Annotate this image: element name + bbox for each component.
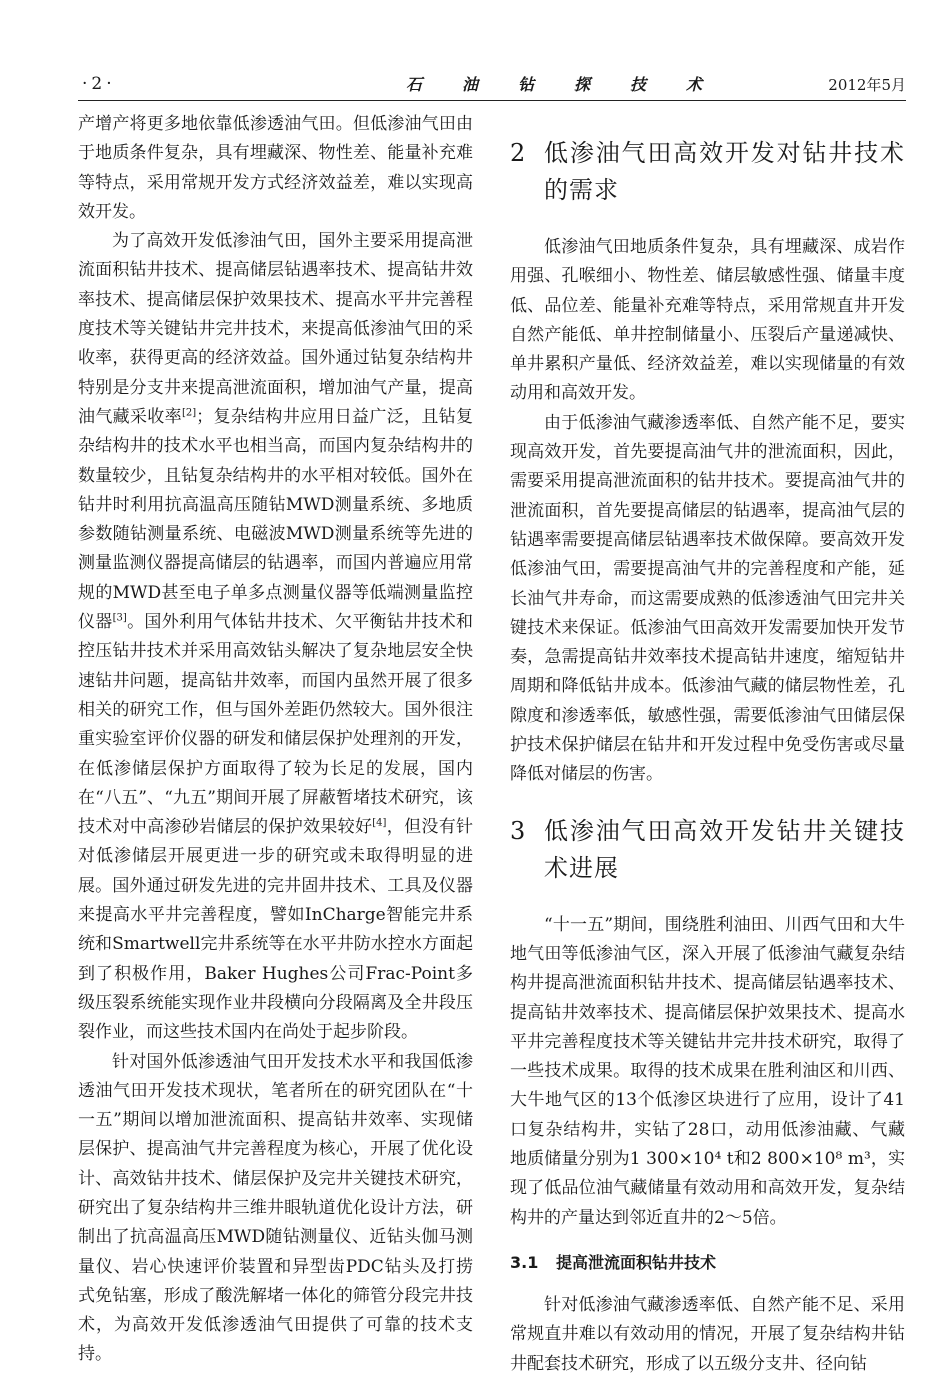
citation: [3] bbox=[112, 612, 127, 624]
paragraph: 针对国外低渗透油气田开发技术水平和我国低渗透油气田开发技术现状，笔者所在的研究团队在“十一五”期间以增加泄流面积、提高钻井效率、实现储层保护、提高油气井完善程度为核心，开展了优化设计、高效钻井技术、储层保护及完井关键技术研究，研究出了复杂结构井三维井眼轨道优化设计方法，研制出了抗高温高压MWD随钻测量仪、近钻头伽马测量仪、岩心快速评价装置和异型齿PDC钻头及打捞式免钻塞，形成了酸洗解堵一体化的筛管分段完井技术，为高效开发低渗透油气田提供了可靠的技术支持。 bbox=[78, 1051, 473, 1365]
paragraph: 由于低渗油气藏渗透率低、自然产能不足，要实现高效开发，首先要提高油气井的泄流面积，因此，需要采用提高泄流面积的钻井技术。要提高油气井的泄流面积，首先要提高储层的钻遇率，提高油气层的钻遇率需要提高储层钻遇率技术做保障。要高效开发低渗油气田，需要提高油气井的完善程度和产能，延长油气井寿命，而这需要成熟的低渗透油气田完井关键技术来保证。低渗油气田高效开发需要加快开发节奏，急需提高钻井效率技术提高钻井速度，缩短钻井周期和降低钻井成本。低渗油气藏的储层物性差，孔隙度和渗透率低，敏感性强，需要低渗油气田储层保护技术保护储层在钻井和开发过程中免受伤害或尽量降低对储层的伤害。 bbox=[510, 412, 905, 785]
page-number: ·2· bbox=[82, 74, 116, 94]
paragraph: 产增产将更多地依靠低渗透油气田。但低渗油气田由于地质条件复杂，具有埋藏深、物性差、能量补充难等特点，采用常规开发方式经济效益差，难以实现高效开发。 bbox=[78, 114, 473, 222]
citation: [4] bbox=[372, 817, 387, 829]
paragraph: 针对低渗油气藏渗透率低、自然产能不足、采用常规直井难以有效动用的情况，开展了复杂结构井钻井配套技术研究，形成了以五级分支井、径向钻 bbox=[510, 1294, 905, 1374]
subsection-title: 提高泄流面积钻井技术 bbox=[556, 1252, 717, 1272]
section-heading bbox=[510, 813, 905, 887]
paragraph: “十一五”期间，围绕胜利油田、川西气田和大牛地气田等低渗油气区，深入开展了低渗油气藏复杂结构井提高泄流面积钻井技术、提高储层钻遇率技术、提高钻井效率技术、提高储层保护效果技术、提高水平井完善程度技术等关键钻井完井技术研究，取得了一些技术成果。取得的技术成果在胜利油区和川西、大牛地气区的13个低渗区块进行了应用，设计了41口复杂结构井，实钻了28口，动用低渗油藏、气藏地质储量分别为1 300×10⁴ t和2 800×10⁸ m³，实现了低品位油气藏储量有效动用和高效开发，复杂结构井的产量达到邻近直井的2～5倍。 bbox=[510, 914, 905, 1228]
text-run: ；复杂结构井应用日益广泛，且钻复杂结构井的技术水平也相当高，而国内复杂结构井的数量较少，且钻复杂结构井的水平相对较低。国外在钻井时利用抗高温高压随钻MWD测量系统、多地质参数随钻测量系统、电磁波MWD测量系统等先进的测量监测仪器提高储层的钻遇率，而国内普遍应用常规的MWD甚至电子单多点测量仪器等低端测量监控仪器 bbox=[78, 406, 474, 633]
issue-date: 2012年5月 bbox=[828, 76, 906, 94]
subsection-heading bbox=[510, 1249, 905, 1277]
text-run: 为了高效开发低渗油气田，国外主要采用提高泄流面积钻井技术、提高储层钻遇率技术、提高钻井效率技术、提高储层保护效果技术、提高水平井完善程度技术等关键钻井完井技术，来提高低渗油气田的采收率，获得更高的经济效益。国外通过钻复杂结构井特别是分支井来提高泄流面积，增加油气产量，提高油气藏采收率 bbox=[78, 231, 473, 427]
journal-title: 石油钻探技术 bbox=[406, 75, 743, 94]
text-run: ，但没有针对低渗储层开展更进一步的研究或未取得明显的进展。国外通过研发先进的完井固井技术、工具及仪器来提高水平井完善程度，譬如InCharge智能完井系统和Smartwell完井系统等在水平井防水控水方面起到了积极作用，Baker Hughes公司Frac-Point多级压裂系统能实现作业井段横向分段隔离及全井段压裂作业，而这些技术国内在尚处于起步阶段。 bbox=[78, 817, 474, 1043]
subsection-number: 3.1 bbox=[510, 1252, 539, 1272]
right-column bbox=[510, 110, 905, 1379]
section-title: 低渗油气田高效开发钻井关键技术进展 bbox=[544, 816, 905, 882]
running-header bbox=[78, 62, 906, 102]
section-number: 3 bbox=[510, 816, 526, 845]
left-column bbox=[78, 110, 473, 1370]
citation: [2] bbox=[181, 407, 197, 419]
paragraph: 低渗油气田地质条件复杂，具有埋藏深、成岩作用强、孔喉细小、物性差、储层敏感性强、储量丰度低、品位差、能量补充难等特点，采用常规直井开发自然产能低、单井控制储量小、压裂后产量递减快、单井累积产量低、经济效益差，难以实现储量的有效动用和高效开发。 bbox=[510, 237, 905, 404]
text-run: 。国外利用气体钻井技术、欠平衡钻井技术和控压钻井技术并采用高效钻头解决了复杂地层安全快速钻井问题，提高钻井效率，而国内虽然开展了很多相关的研究工作，但与国外差距仍然较大。国外很注重实验室评价仪器的研发和储层保护处理剂的开发，在低渗储层保护方面取得了较为长足的发展，国内在“八五”、“九五”期间开展了屏蔽暂堵技术研究，该技术对中高渗砂岩储层的保护效果较好 bbox=[78, 612, 474, 838]
header-rule bbox=[78, 100, 906, 101]
section-heading bbox=[510, 135, 905, 209]
section-number: 2 bbox=[510, 139, 526, 167]
paragraph bbox=[78, 227, 473, 1047]
section-title: 低渗油气田高效开发对钻井技术的需求 bbox=[544, 139, 905, 204]
